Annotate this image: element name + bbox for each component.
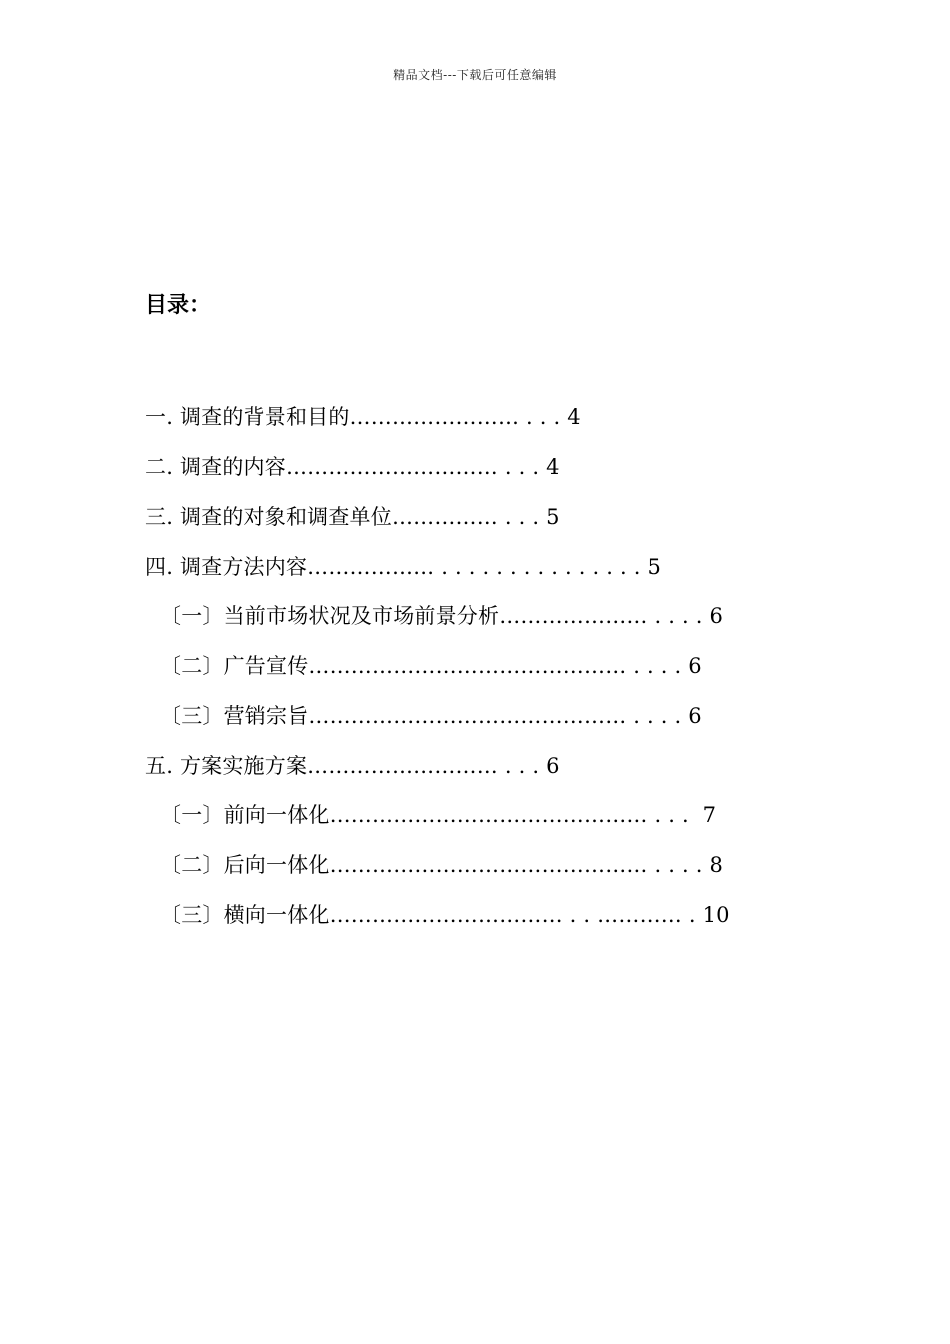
page-header: 精品文档---下载后可任意编辑 xyxy=(393,68,557,82)
toc-entry-5-2[interactable]: 〔二〕后向一体化……………………………………… . . . . 8 xyxy=(160,853,724,877)
toc-entry-4-3[interactable]: 〔三〕营销宗旨……………………………………… . . . . 6 xyxy=(160,704,702,728)
toc-title: 目录： xyxy=(145,293,212,318)
toc-entry-1[interactable]: 一. 调查的背景和目的…………………… . . . 4 xyxy=(145,405,581,429)
toc-entry-2[interactable]: 二. 调查的内容………………………… . . . 4 xyxy=(145,455,560,479)
toc-entry-3[interactable]: 三. 调查的对象和调查单位…………… . . . 5 xyxy=(145,505,560,529)
toc-entry-5-3[interactable]: 〔三〕横向一体化…………………………… . . ………… . 10 xyxy=(160,903,730,927)
toc-entry-4-2[interactable]: 〔二〕广告宣传……………………………………… . . . . 6 xyxy=(160,654,702,678)
toc-entry-4[interactable]: 四. 调查方法内容……………… . . . . . . . . . . . . . . . 5 xyxy=(145,555,662,579)
toc-entry-5[interactable]: 五. 方案实施方案……………………… . . . 6 xyxy=(145,754,560,778)
toc-entry-4-1[interactable]: 〔一〕当前市场状况及市场前景分析………………… . . . . 6 xyxy=(160,604,724,628)
toc-entry-5-1[interactable]: 〔一〕前向一体化……………………………………… . . . 7 xyxy=(160,803,717,827)
